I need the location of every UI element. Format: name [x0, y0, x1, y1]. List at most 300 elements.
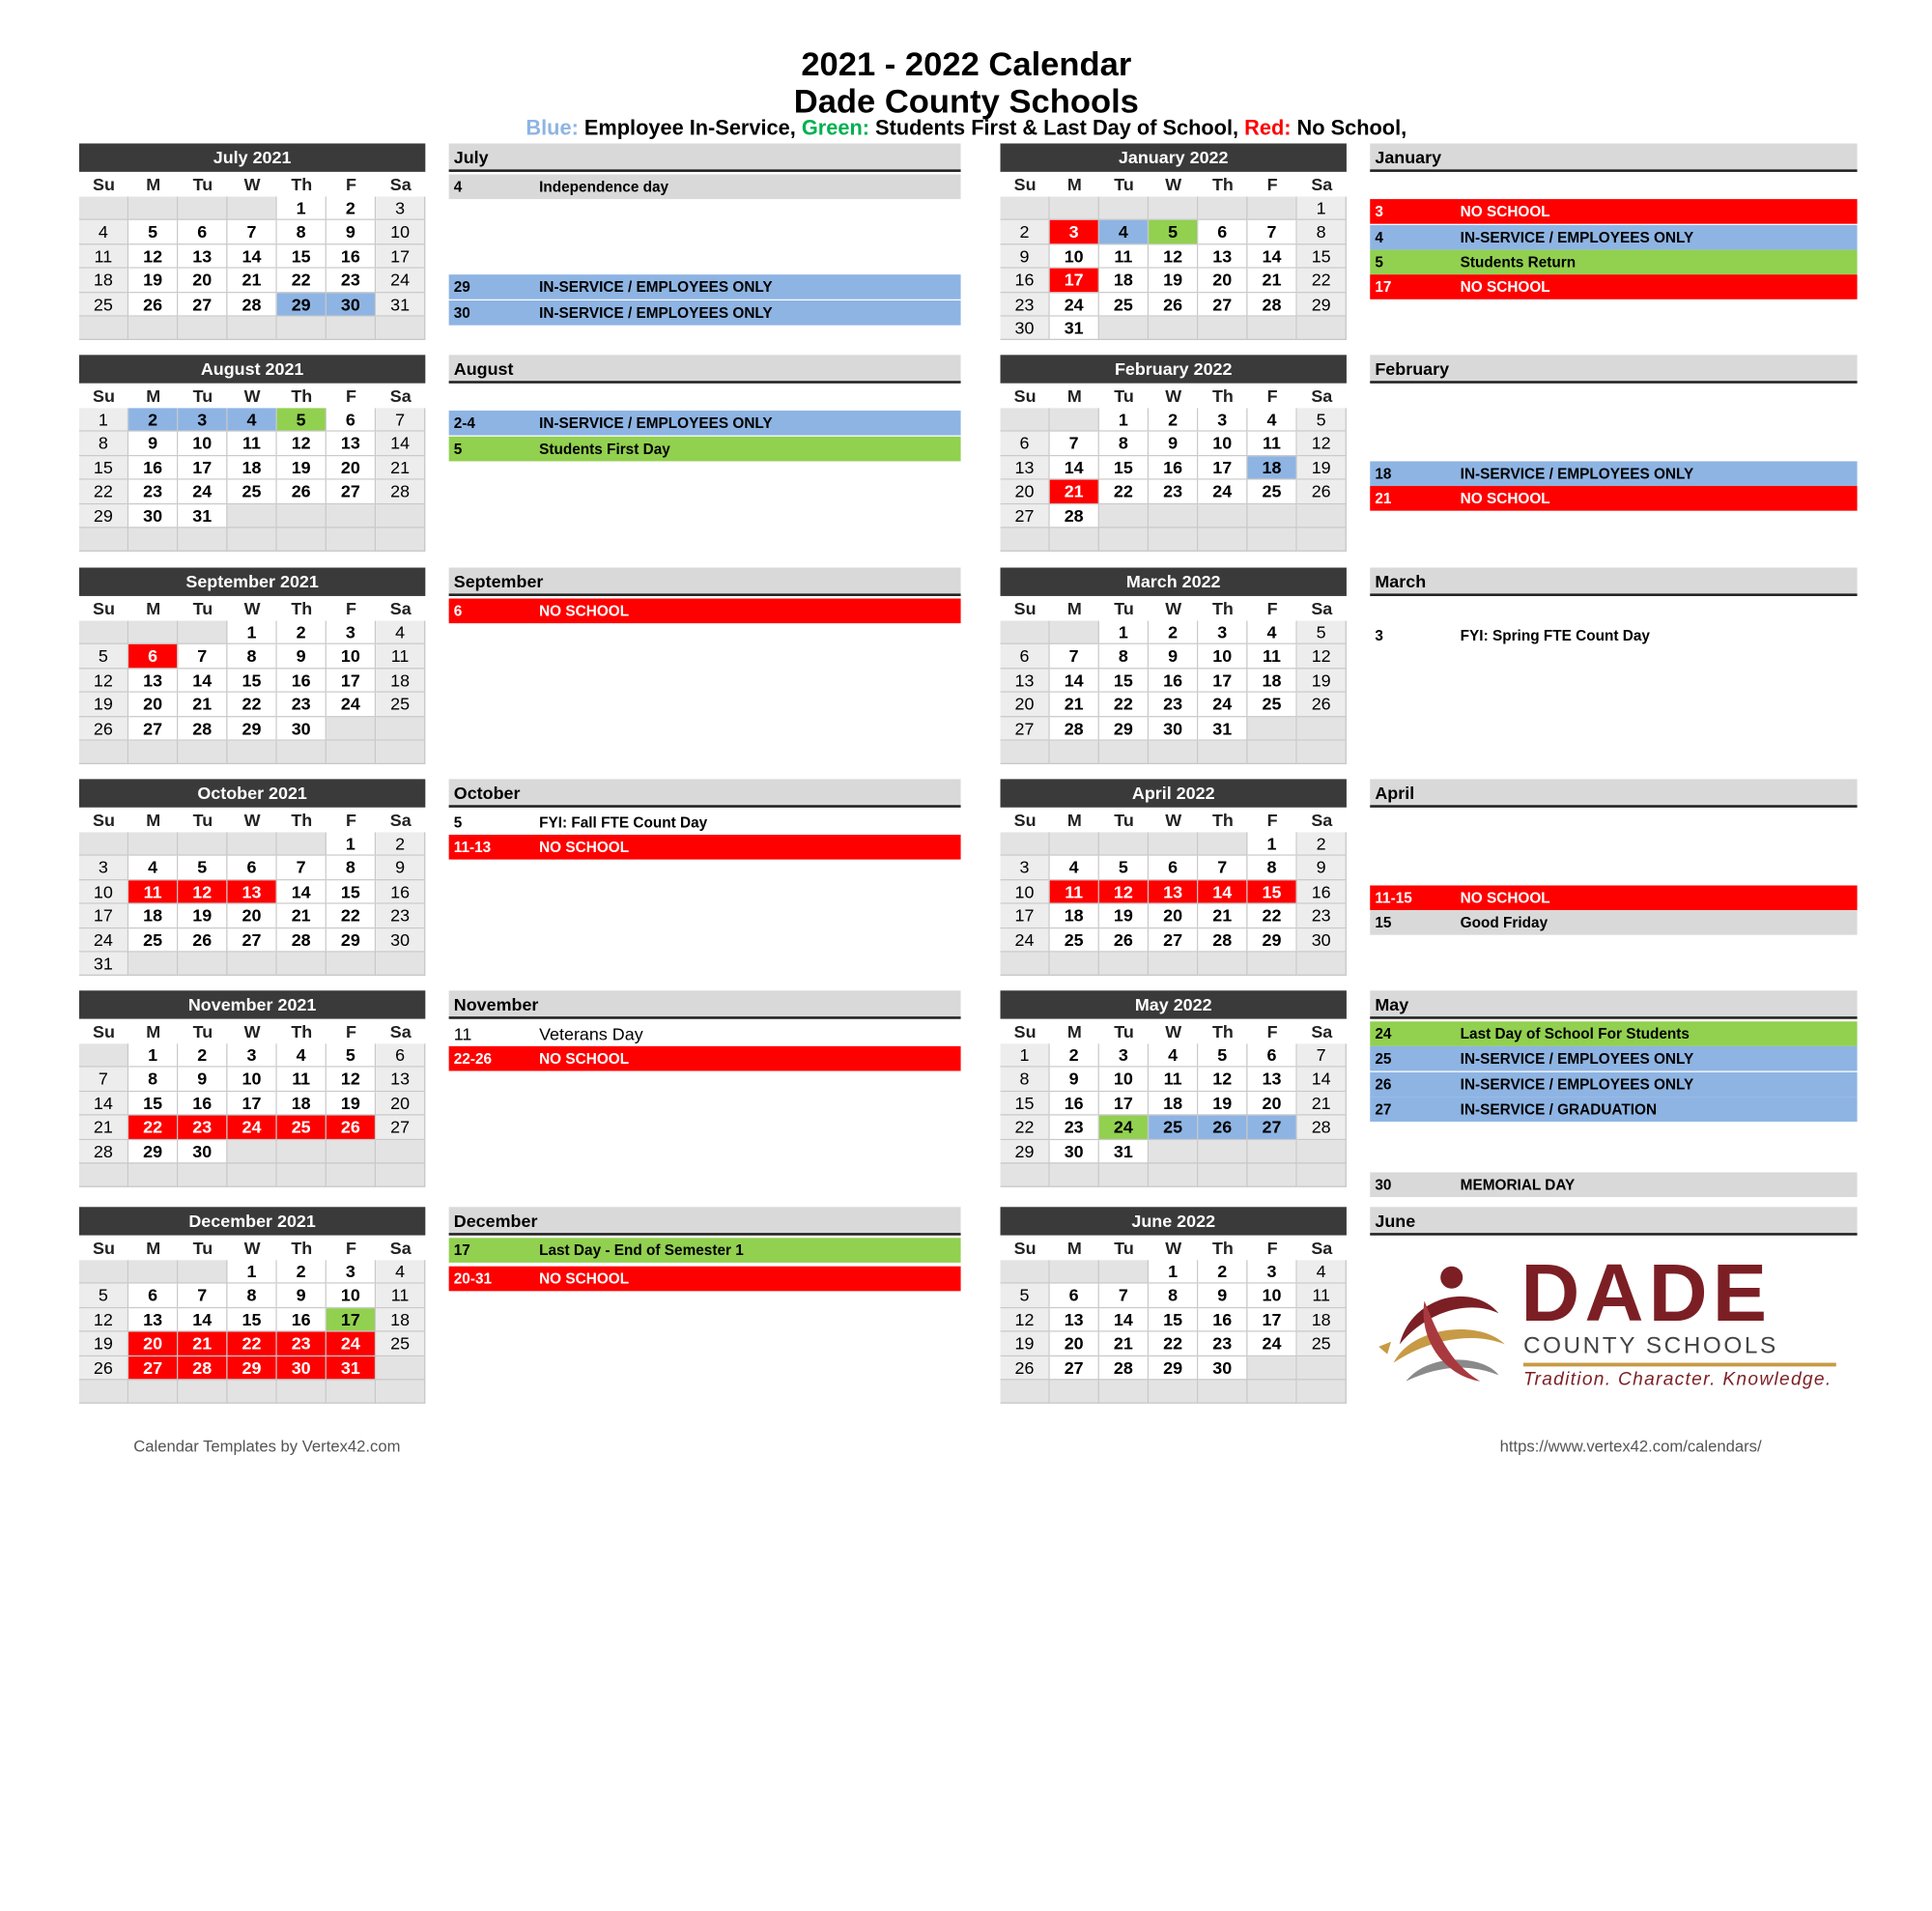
day-cell[interactable]: 17	[178, 456, 227, 480]
day-cell[interactable]: 29	[128, 1140, 178, 1164]
day-cell[interactable]: 26	[79, 1356, 128, 1381]
day-cell[interactable]: 13	[128, 1308, 178, 1332]
day-cell[interactable]: 6	[128, 1284, 178, 1308]
day-cell[interactable]: 14	[1198, 880, 1247, 904]
day-cell[interactable]: 10	[1001, 880, 1050, 904]
day-cell[interactable]: 23	[327, 269, 376, 293]
day-cell[interactable]: 16	[1198, 1308, 1247, 1332]
day-cell[interactable]: 7	[228, 220, 277, 244]
day-cell[interactable]: 15	[1001, 1092, 1050, 1116]
day-cell[interactable]: 25	[1248, 693, 1297, 717]
day-cell[interactable]: 9	[1297, 856, 1347, 880]
day-cell[interactable]: 13	[1149, 880, 1198, 904]
day-cell[interactable]: 2	[327, 197, 376, 221]
day-cell[interactable]: 27	[1248, 1116, 1297, 1140]
day-cell[interactable]: 27	[128, 717, 178, 741]
day-cell[interactable]: 15	[79, 456, 128, 480]
day-cell[interactable]: 6	[1001, 432, 1050, 456]
day-cell[interactable]: 28	[228, 293, 277, 317]
day-cell[interactable]: 18	[1149, 1092, 1198, 1116]
day-cell[interactable]: 5	[277, 408, 327, 432]
day-cell[interactable]: 1	[1099, 621, 1149, 645]
day-cell[interactable]: 17	[228, 1092, 277, 1116]
day-cell[interactable]: 6	[178, 220, 227, 244]
day-cell[interactable]: 21	[1248, 269, 1297, 293]
day-cell[interactable]: 19	[128, 269, 178, 293]
day-cell[interactable]: 19	[1001, 1332, 1050, 1356]
day-cell[interactable]: 13	[128, 669, 178, 693]
day-cell[interactable]: 31	[1198, 717, 1247, 741]
day-cell[interactable]: 5	[79, 644, 128, 669]
day-cell[interactable]: 22	[79, 480, 128, 504]
day-cell[interactable]: 5	[1149, 220, 1198, 244]
day-cell[interactable]: 28	[178, 717, 227, 741]
day-cell[interactable]: 28	[1297, 1116, 1347, 1140]
day-cell[interactable]: 18	[376, 1308, 425, 1332]
footer-url[interactable]: https://www.vertex42.com/calendars/	[1499, 1437, 1762, 1456]
day-cell[interactable]: 2	[1149, 408, 1198, 432]
day-cell[interactable]: 21	[228, 269, 277, 293]
day-cell[interactable]: 2	[277, 1260, 327, 1284]
day-cell[interactable]: 7	[178, 644, 227, 669]
day-cell[interactable]: 24	[327, 1332, 376, 1356]
day-cell[interactable]: 29	[1099, 717, 1149, 741]
day-cell[interactable]: 5	[79, 1284, 128, 1308]
day-cell[interactable]: 1	[128, 1043, 178, 1068]
day-cell[interactable]: 15	[327, 880, 376, 904]
day-cell[interactable]: 7	[1050, 644, 1099, 669]
day-cell[interactable]: 19	[1297, 669, 1347, 693]
day-cell[interactable]: 8	[1099, 432, 1149, 456]
day-cell[interactable]: 27	[327, 480, 376, 504]
day-cell[interactable]: 13	[327, 432, 376, 456]
day-cell[interactable]: 11	[376, 1284, 425, 1308]
day-cell[interactable]: 24	[327, 693, 376, 717]
day-cell[interactable]: 9	[1149, 432, 1198, 456]
day-cell[interactable]: 9	[277, 1284, 327, 1308]
day-cell[interactable]: 27	[1050, 1356, 1099, 1381]
day-cell[interactable]: 25	[1149, 1116, 1198, 1140]
day-cell[interactable]: 22	[128, 1116, 178, 1140]
day-cell[interactable]: 7	[376, 408, 425, 432]
day-cell[interactable]: 2	[1149, 621, 1198, 645]
day-cell[interactable]: 11	[128, 880, 178, 904]
day-cell[interactable]: 23	[277, 693, 327, 717]
day-cell[interactable]: 27	[1198, 293, 1247, 317]
day-cell[interactable]: 24	[1198, 693, 1247, 717]
day-cell[interactable]: 11	[1099, 244, 1149, 269]
day-cell[interactable]: 24	[1198, 480, 1247, 504]
day-cell[interactable]: 19	[178, 904, 227, 928]
day-cell[interactable]: 20	[128, 1332, 178, 1356]
day-cell[interactable]: 13	[1050, 1308, 1099, 1332]
day-cell[interactable]: 3	[178, 408, 227, 432]
day-cell[interactable]: 17	[1050, 269, 1099, 293]
day-cell[interactable]: 26	[1099, 928, 1149, 953]
day-cell[interactable]: 5	[327, 1043, 376, 1068]
day-cell[interactable]: 30	[376, 928, 425, 953]
day-cell[interactable]: 3	[228, 1043, 277, 1068]
day-cell[interactable]: 1	[1297, 197, 1347, 221]
day-cell[interactable]: 21	[178, 1332, 227, 1356]
day-cell[interactable]: 30	[327, 293, 376, 317]
day-cell[interactable]: 31	[1099, 1140, 1149, 1164]
day-cell[interactable]: 16	[327, 244, 376, 269]
day-cell[interactable]: 9	[1149, 644, 1198, 669]
day-cell[interactable]: 26	[327, 1116, 376, 1140]
day-cell[interactable]: 13	[1248, 1068, 1297, 1092]
day-cell[interactable]: 27	[1001, 504, 1050, 528]
day-cell[interactable]: 21	[1050, 693, 1099, 717]
day-cell[interactable]: 26	[1297, 480, 1347, 504]
day-cell[interactable]: 17	[327, 669, 376, 693]
day-cell[interactable]: 23	[1198, 1332, 1247, 1356]
day-cell[interactable]: 8	[228, 644, 277, 669]
day-cell[interactable]: 9	[1050, 1068, 1099, 1092]
day-cell[interactable]: 27	[178, 293, 227, 317]
day-cell[interactable]: 16	[1050, 1092, 1099, 1116]
day-cell[interactable]: 1	[1248, 832, 1297, 856]
day-cell[interactable]: 27	[1149, 928, 1198, 953]
day-cell[interactable]: 14	[1050, 456, 1099, 480]
day-cell[interactable]: 2	[128, 408, 178, 432]
day-cell[interactable]: 19	[1149, 269, 1198, 293]
day-cell[interactable]: 25	[79, 293, 128, 317]
day-cell[interactable]: 21	[1297, 1092, 1347, 1116]
day-cell[interactable]: 12	[1001, 1308, 1050, 1332]
day-cell[interactable]: 15	[1248, 880, 1297, 904]
day-cell[interactable]: 20	[376, 1092, 425, 1116]
day-cell[interactable]: 10	[1050, 244, 1099, 269]
day-cell[interactable]: 19	[277, 456, 327, 480]
day-cell[interactable]: 17	[1001, 904, 1050, 928]
day-cell[interactable]: 22	[1099, 693, 1149, 717]
day-cell[interactable]: 26	[178, 928, 227, 953]
day-cell[interactable]: 15	[1099, 669, 1149, 693]
day-cell[interactable]: 25	[228, 480, 277, 504]
day-cell[interactable]: 11	[376, 644, 425, 669]
day-cell[interactable]: 27	[128, 1356, 178, 1381]
day-cell[interactable]: 15	[1297, 244, 1347, 269]
day-cell[interactable]: 29	[1297, 293, 1347, 317]
day-cell[interactable]: 22	[1099, 480, 1149, 504]
day-cell[interactable]: 14	[376, 432, 425, 456]
day-cell[interactable]: 29	[1149, 1356, 1198, 1381]
day-cell[interactable]: 30	[277, 717, 327, 741]
day-cell[interactable]: 12	[1297, 432, 1347, 456]
day-cell[interactable]: 23	[178, 1116, 227, 1140]
day-cell[interactable]: 26	[277, 480, 327, 504]
day-cell[interactable]: 18	[1297, 1308, 1347, 1332]
day-cell[interactable]: 19	[1099, 904, 1149, 928]
day-cell[interactable]: 23	[376, 904, 425, 928]
day-cell[interactable]: 19	[327, 1092, 376, 1116]
day-cell[interactable]: 11	[228, 432, 277, 456]
day-cell[interactable]: 28	[376, 480, 425, 504]
day-cell[interactable]: 12	[327, 1068, 376, 1092]
day-cell[interactable]: 25	[128, 928, 178, 953]
day-cell[interactable]: 20	[1149, 904, 1198, 928]
day-cell[interactable]: 10	[327, 644, 376, 669]
day-cell[interactable]: 25	[376, 1332, 425, 1356]
day-cell[interactable]: 14	[79, 1092, 128, 1116]
day-cell[interactable]: 3	[327, 1260, 376, 1284]
day-cell[interactable]: 5	[1297, 621, 1347, 645]
day-cell[interactable]: 10	[228, 1068, 277, 1092]
day-cell[interactable]: 1	[1099, 408, 1149, 432]
day-cell[interactable]: 12	[1297, 644, 1347, 669]
day-cell[interactable]: 24	[178, 480, 227, 504]
day-cell[interactable]: 30	[1149, 717, 1198, 741]
day-cell[interactable]: 8	[79, 432, 128, 456]
day-cell[interactable]: 11	[1050, 880, 1099, 904]
day-cell[interactable]: 14	[277, 880, 327, 904]
day-cell[interactable]: 20	[1050, 1332, 1099, 1356]
day-cell[interactable]: 8	[228, 1284, 277, 1308]
day-cell[interactable]: 16	[277, 669, 327, 693]
day-cell[interactable]: 28	[1099, 1356, 1149, 1381]
day-cell[interactable]: 11	[1297, 1284, 1347, 1308]
day-cell[interactable]: 30	[178, 1140, 227, 1164]
day-cell[interactable]: 31	[178, 504, 227, 528]
day-cell[interactable]: 20	[1198, 269, 1247, 293]
day-cell[interactable]: 7	[1198, 856, 1247, 880]
day-cell[interactable]: 31	[327, 1356, 376, 1381]
day-cell[interactable]: 3	[376, 197, 425, 221]
day-cell[interactable]: 17	[327, 1308, 376, 1332]
day-cell[interactable]: 16	[277, 1308, 327, 1332]
day-cell[interactable]: 15	[277, 244, 327, 269]
day-cell[interactable]: 14	[178, 1308, 227, 1332]
day-cell[interactable]: 10	[1198, 644, 1247, 669]
day-cell[interactable]: 14	[1297, 1068, 1347, 1092]
day-cell[interactable]: 12	[1149, 244, 1198, 269]
day-cell[interactable]: 24	[1099, 1116, 1149, 1140]
day-cell[interactable]: 4	[376, 1260, 425, 1284]
day-cell[interactable]: 26	[1198, 1116, 1247, 1140]
day-cell[interactable]: 13	[1001, 456, 1050, 480]
day-cell[interactable]: 10	[178, 432, 227, 456]
day-cell[interactable]: 12	[79, 669, 128, 693]
day-cell[interactable]: 16	[1001, 269, 1050, 293]
day-cell[interactable]: 8	[128, 1068, 178, 1092]
day-cell[interactable]: 22	[1297, 269, 1347, 293]
day-cell[interactable]: 12	[1198, 1068, 1247, 1092]
day-cell[interactable]: 21	[376, 456, 425, 480]
day-cell[interactable]: 14	[228, 244, 277, 269]
day-cell[interactable]: 3	[327, 621, 376, 645]
day-cell[interactable]: 16	[1149, 456, 1198, 480]
day-cell[interactable]: 15	[128, 1092, 178, 1116]
day-cell[interactable]: 2	[1198, 1260, 1247, 1284]
day-cell[interactable]: 16	[128, 456, 178, 480]
day-cell[interactable]: 30	[1198, 1356, 1247, 1381]
day-cell[interactable]: 15	[1149, 1308, 1198, 1332]
day-cell[interactable]: 21	[79, 1116, 128, 1140]
day-cell[interactable]: 9	[1001, 244, 1050, 269]
day-cell[interactable]: 30	[128, 504, 178, 528]
day-cell[interactable]: 10	[1099, 1068, 1149, 1092]
day-cell[interactable]: 25	[277, 1116, 327, 1140]
day-cell[interactable]: 22	[228, 1332, 277, 1356]
day-cell[interactable]: 20	[327, 456, 376, 480]
day-cell[interactable]: 3	[1198, 621, 1247, 645]
day-cell[interactable]: 28	[1050, 717, 1099, 741]
day-cell[interactable]: 6	[228, 856, 277, 880]
day-cell[interactable]: 18	[1248, 456, 1297, 480]
day-cell[interactable]: 7	[1050, 432, 1099, 456]
day-cell[interactable]: 9	[1198, 1284, 1247, 1308]
day-cell[interactable]: 29	[228, 1356, 277, 1381]
day-cell[interactable]: 26	[128, 293, 178, 317]
day-cell[interactable]: 29	[327, 928, 376, 953]
day-cell[interactable]: 4	[228, 408, 277, 432]
day-cell[interactable]: 6	[1050, 1284, 1099, 1308]
day-cell[interactable]: 5	[1099, 856, 1149, 880]
day-cell[interactable]: 20	[1001, 693, 1050, 717]
day-cell[interactable]: 29	[1248, 928, 1297, 953]
day-cell[interactable]: 23	[1297, 904, 1347, 928]
day-cell[interactable]: 30	[1297, 928, 1347, 953]
day-cell[interactable]: 7	[1099, 1284, 1149, 1308]
day-cell[interactable]: 3	[1198, 408, 1247, 432]
day-cell[interactable]: 25	[376, 693, 425, 717]
day-cell[interactable]: 18	[1050, 904, 1099, 928]
day-cell[interactable]: 11	[1149, 1068, 1198, 1092]
day-cell[interactable]: 24	[1050, 293, 1099, 317]
day-cell[interactable]: 21	[178, 693, 227, 717]
day-cell[interactable]: 20	[128, 693, 178, 717]
day-cell[interactable]: 24	[376, 269, 425, 293]
day-cell[interactable]: 31	[376, 293, 425, 317]
day-cell[interactable]: 9	[277, 644, 327, 669]
day-cell[interactable]: 3	[1099, 1043, 1149, 1068]
day-cell[interactable]: 28	[79, 1140, 128, 1164]
day-cell[interactable]: 1	[228, 621, 277, 645]
day-cell[interactable]: 18	[277, 1092, 327, 1116]
day-cell[interactable]: 15	[1099, 456, 1149, 480]
day-cell[interactable]: 10	[1248, 1284, 1297, 1308]
day-cell[interactable]: 31	[1050, 317, 1099, 341]
day-cell[interactable]: 14	[178, 669, 227, 693]
day-cell[interactable]: 22	[327, 904, 376, 928]
day-cell[interactable]: 8	[1099, 644, 1149, 669]
day-cell[interactable]: 5	[1001, 1284, 1050, 1308]
day-cell[interactable]: 20	[1248, 1092, 1297, 1116]
day-cell[interactable]: 19	[79, 1332, 128, 1356]
day-cell[interactable]: 6	[327, 408, 376, 432]
day-cell[interactable]: 7	[79, 1068, 128, 1092]
day-cell[interactable]: 29	[79, 504, 128, 528]
day-cell[interactable]: 26	[79, 717, 128, 741]
day-cell[interactable]: 3	[1050, 220, 1099, 244]
day-cell[interactable]: 25	[1297, 1332, 1347, 1356]
day-cell[interactable]: 21	[1198, 904, 1247, 928]
day-cell[interactable]: 21	[1050, 480, 1099, 504]
day-cell[interactable]: 20	[1001, 480, 1050, 504]
day-cell[interactable]: 4	[128, 856, 178, 880]
day-cell[interactable]: 4	[1248, 408, 1297, 432]
day-cell[interactable]: 4	[1248, 621, 1297, 645]
day-cell[interactable]: 14	[1050, 669, 1099, 693]
day-cell[interactable]: 14	[1099, 1308, 1149, 1332]
day-cell[interactable]: 8	[277, 220, 327, 244]
day-cell[interactable]: 2	[1297, 832, 1347, 856]
day-cell[interactable]: 20	[178, 269, 227, 293]
day-cell[interactable]: 28	[178, 1356, 227, 1381]
day-cell[interactable]: 29	[228, 717, 277, 741]
day-cell[interactable]: 18	[79, 269, 128, 293]
day-cell[interactable]: 2	[376, 832, 425, 856]
day-cell[interactable]: 28	[1248, 293, 1297, 317]
day-cell[interactable]: 25	[1248, 480, 1297, 504]
day-cell[interactable]: 27	[228, 928, 277, 953]
day-cell[interactable]: 7	[1248, 220, 1297, 244]
day-cell[interactable]: 27	[1001, 717, 1050, 741]
day-cell[interactable]: 6	[1198, 220, 1247, 244]
day-cell[interactable]: 12	[1099, 880, 1149, 904]
day-cell[interactable]: 30	[1050, 1140, 1099, 1164]
day-cell[interactable]: 30	[1001, 317, 1050, 341]
day-cell[interactable]: 18	[1099, 269, 1149, 293]
day-cell[interactable]: 6	[1001, 644, 1050, 669]
day-cell[interactable]: 16	[376, 880, 425, 904]
day-cell[interactable]: 13	[376, 1068, 425, 1092]
day-cell[interactable]: 23	[1050, 1116, 1099, 1140]
day-cell[interactable]: 11	[1248, 432, 1297, 456]
day-cell[interactable]: 4	[277, 1043, 327, 1068]
day-cell[interactable]: 1	[277, 197, 327, 221]
day-cell[interactable]: 7	[1297, 1043, 1347, 1068]
day-cell[interactable]: 25	[1050, 928, 1099, 953]
day-cell[interactable]: 8	[1248, 856, 1297, 880]
day-cell[interactable]: 12	[128, 244, 178, 269]
day-cell[interactable]: 21	[1099, 1332, 1149, 1356]
day-cell[interactable]: 8	[1001, 1068, 1050, 1092]
day-cell[interactable]: 1	[228, 1260, 277, 1284]
day-cell[interactable]: 1	[1001, 1043, 1050, 1068]
day-cell[interactable]: 15	[228, 1308, 277, 1332]
day-cell[interactable]: 17	[376, 244, 425, 269]
day-cell[interactable]: 29	[277, 293, 327, 317]
day-cell[interactable]: 14	[1248, 244, 1297, 269]
day-cell[interactable]: 10	[327, 1284, 376, 1308]
day-cell[interactable]: 25	[1099, 293, 1149, 317]
day-cell[interactable]: 23	[1149, 693, 1198, 717]
day-cell[interactable]: 17	[1198, 669, 1247, 693]
day-cell[interactable]: 16	[178, 1092, 227, 1116]
day-cell[interactable]: 10	[79, 880, 128, 904]
day-cell[interactable]: 19	[79, 693, 128, 717]
day-cell[interactable]: 6	[376, 1043, 425, 1068]
day-cell[interactable]: 1	[1149, 1260, 1198, 1284]
day-cell[interactable]: 2	[178, 1043, 227, 1068]
day-cell[interactable]: 10	[376, 220, 425, 244]
day-cell[interactable]: 23	[277, 1332, 327, 1356]
day-cell[interactable]: 4	[1149, 1043, 1198, 1068]
day-cell[interactable]: 13	[1198, 244, 1247, 269]
day-cell[interactable]: 5	[128, 220, 178, 244]
day-cell[interactable]: 26	[1149, 293, 1198, 317]
day-cell[interactable]: 26	[1001, 1356, 1050, 1381]
day-cell[interactable]: 11	[79, 244, 128, 269]
day-cell[interactable]: 9	[376, 856, 425, 880]
day-cell[interactable]: 7	[277, 856, 327, 880]
day-cell[interactable]: 1	[79, 408, 128, 432]
day-cell[interactable]: 22	[1001, 1116, 1050, 1140]
day-cell[interactable]: 18	[376, 669, 425, 693]
day-cell[interactable]: 13	[228, 880, 277, 904]
